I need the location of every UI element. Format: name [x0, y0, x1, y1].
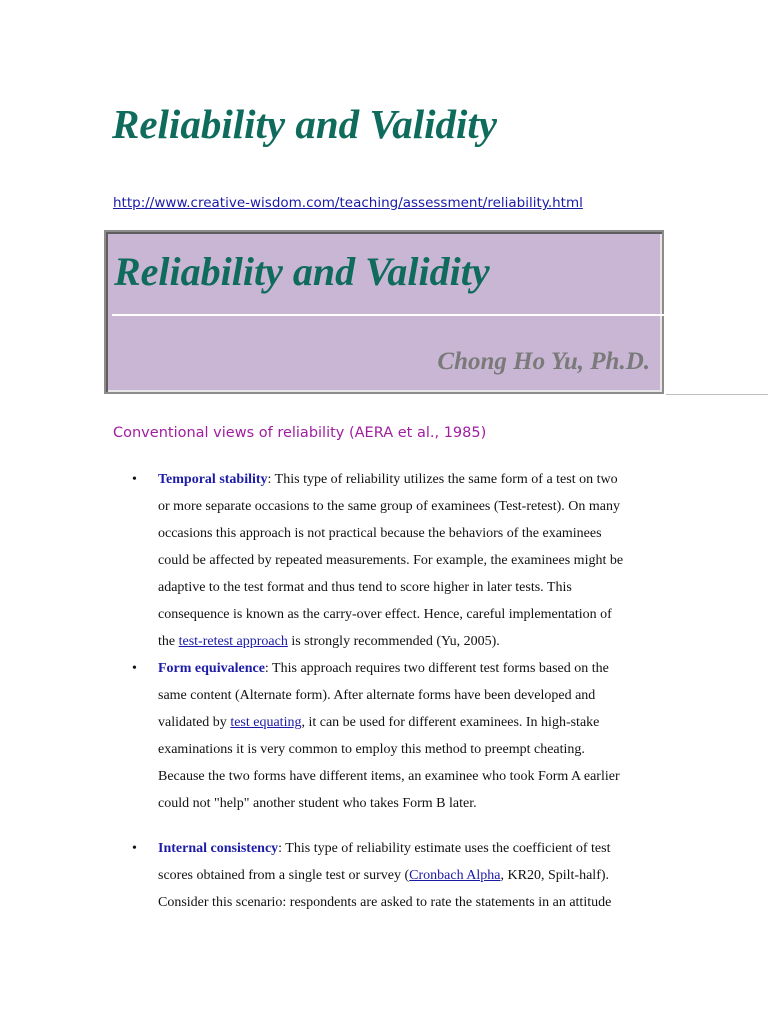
- list-item-text: : This type of reliability estimate uses the coefficient of test scores obtained from a single test or survey (: [158, 841, 611, 883]
- list-item-term: Internal consistency: [158, 841, 279, 856]
- test-equating-link[interactable]: test equating: [230, 715, 302, 730]
- list-item-temporal-stability: [132, 466, 632, 655]
- list-item-internal-consistency: [132, 835, 632, 916]
- test-retest-approach-link[interactable]: test-retest approach: [178, 634, 288, 649]
- bullet-icon: •: [132, 661, 137, 676]
- document-title: Reliability and Validity: [112, 101, 497, 147]
- banner-divider: [112, 314, 664, 316]
- horizontal-rule: [666, 394, 768, 395]
- list-item-term: Temporal stability: [158, 472, 268, 487]
- title-banner: [104, 230, 664, 394]
- bullet-icon: •: [132, 841, 137, 856]
- banner-title: Reliability and Validity: [114, 249, 490, 294]
- list-item-text: , it can be used for different examinees. In high-stake examinations it is very common to employ this method to preempt cheating. Because the two forms have different items, an examinee who took Form A earlier could not "help" another student who takes Form B later.: [158, 715, 620, 811]
- cronbach-alpha-link[interactable]: Cronbach Alpha: [409, 868, 501, 883]
- list-item-text: , KR20, Spilt-half). Consider this scenario: respondents are asked to rate the statements in an attitude: [158, 868, 612, 910]
- list-item-text: : This approach requires two different test forms based on the same content (Alternate form). After alternate forms have been developed and validated by: [158, 661, 609, 730]
- section-heading: Conventional views of reliability (AERA et al., 1985): [113, 425, 487, 441]
- list-item-form-equivalence: [132, 655, 632, 817]
- source-url-link[interactable]: http://www.creative-wisdom.com/teaching/assessment/reliability.html: [113, 195, 583, 211]
- list-item-text: is strongly recommended (Yu, 2005).: [287, 634, 500, 649]
- reliability-types-list: [132, 466, 632, 916]
- list-item-term: Form equivalence: [158, 661, 265, 676]
- banner-author: Chong Ho Yu, Ph.D.: [437, 348, 650, 375]
- list-item-text: : This type of reliability utilizes the same form of a test on two or more separate occasions to the same group of examinees (Test-retest). On many occasions this approach is not practical because the behaviors of the examinees could be affected by repeated measurements. For example, the examinees might be adaptive to the test format and thus tend to score higher in later tests. This consequence is known as the carry-over effect. Hence, careful implementation of the: [158, 472, 624, 649]
- bullet-icon: •: [132, 472, 137, 487]
